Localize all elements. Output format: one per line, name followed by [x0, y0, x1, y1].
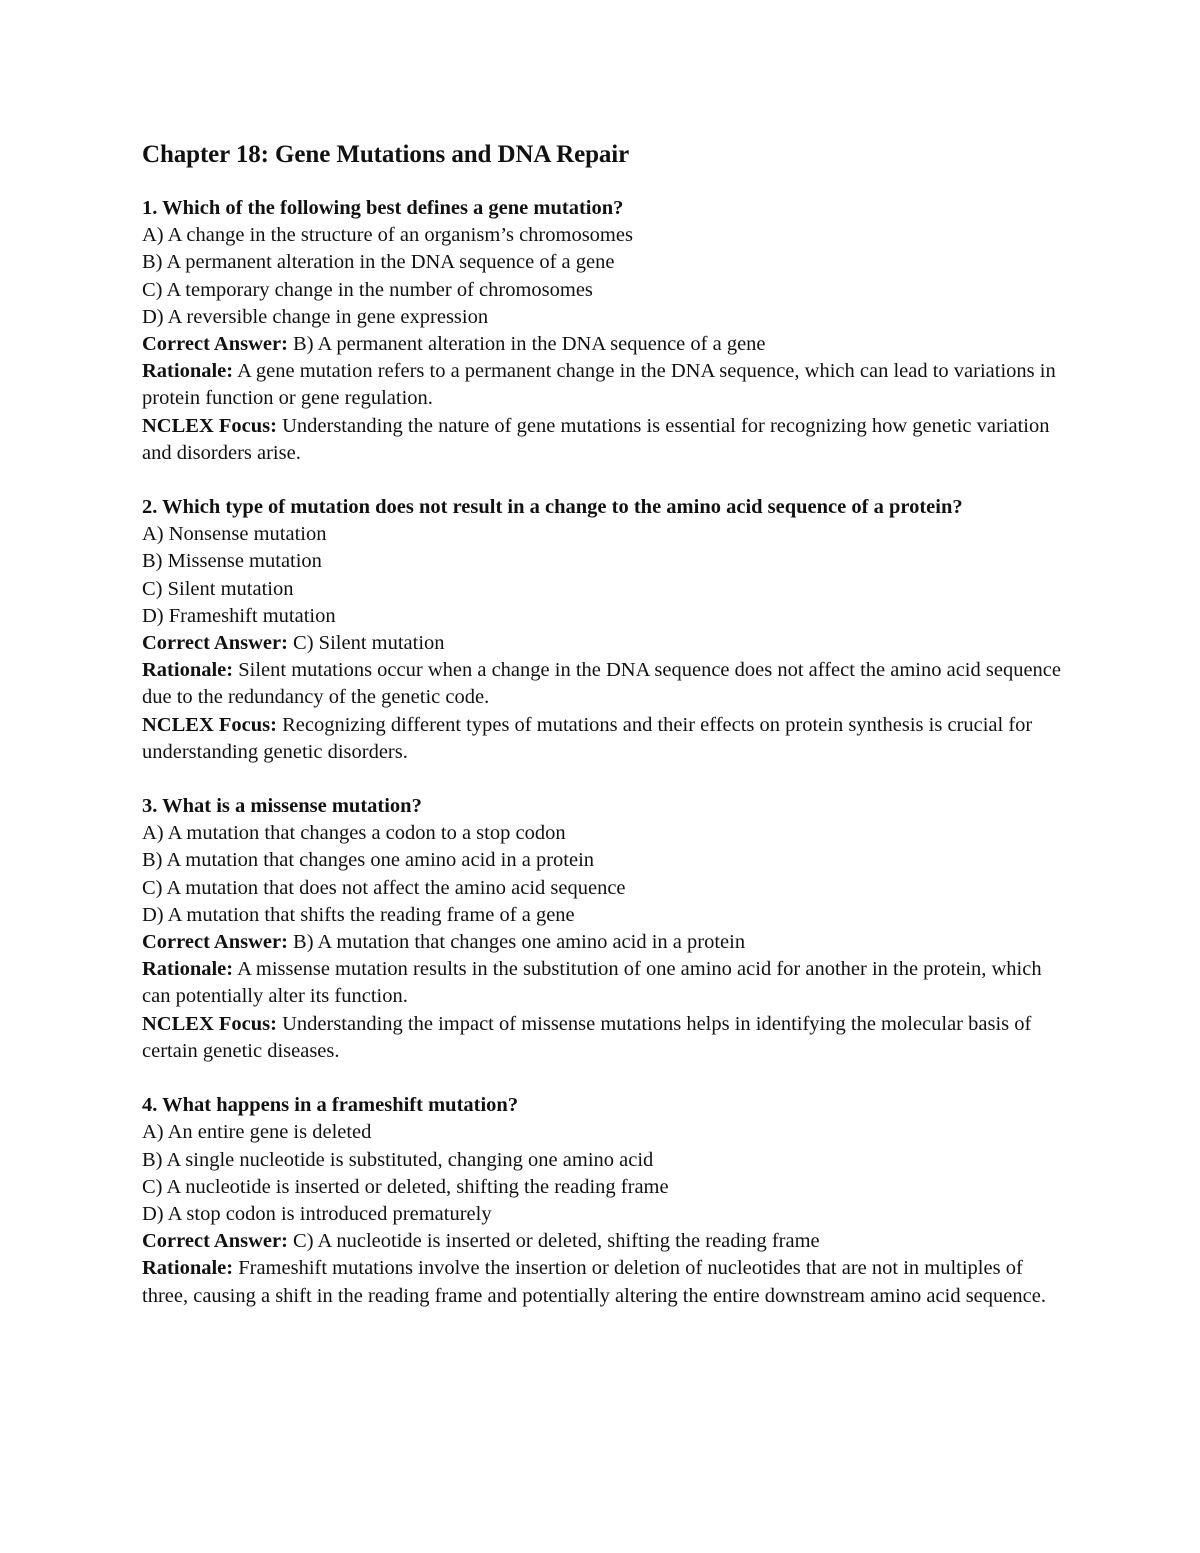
question-block [142, 1092, 1062, 1310]
answer-option: D) Frameshift mutation [142, 604, 336, 627]
answer-option: B) A permanent alteration in the DNA sequence of a gene [142, 251, 615, 274]
answer-option: D) A mutation that shifts the reading frame of a gene [142, 903, 575, 926]
answer-option: D) A stop codon is introduced prematurely [142, 1202, 492, 1225]
answer-option: B) A mutation that changes one amino acid in a protein [142, 849, 595, 872]
answer-option: C) A nucleotide is inserted or deleted, shifting the reading frame [142, 1175, 669, 1198]
question-text: 4. What happens in a frameshift mutation? [142, 1094, 519, 1117]
answer-option: C) A mutation that does not affect the amino acid sequence [142, 876, 626, 899]
answer-option: A) An entire gene is deleted [142, 1121, 372, 1144]
rationale-label: Rationale: [142, 659, 234, 682]
answer-option: A) Nonsense mutation [142, 523, 327, 546]
nclex-focus-text: Understanding the nature of gene mutations is essential for recognizing how genetic variation and disorders arise. [142, 414, 1050, 464]
nclex-focus-text: Recognizing different types of mutations and their effects on protein synthesis is crucial for understanding genetic disorders. [142, 713, 1033, 763]
answer-option: A) A change in the structure of an organism’s chromosomes [142, 224, 633, 247]
nclex-focus-text: Understanding the impact of missense mutations helps in identifying the molecular basis of certain genetic diseases. [142, 1012, 1032, 1062]
rationale-text: Silent mutations occur when a change in the DNA sequence does not affect the amino acid sequence due to the redundancy of the genetic code. [142, 659, 1061, 709]
rationale [142, 956, 1062, 1010]
correct-answer-text: B) A permanent alteration in the DNA sequence of a gene [293, 333, 766, 356]
question-block [142, 195, 1062, 467]
answer-option: D) A reversible change in gene expression [142, 305, 489, 328]
correct-answer-label: Correct Answer: [142, 333, 288, 356]
answer-option: C) Silent mutation [142, 577, 294, 600]
rationale-text: A gene mutation refers to a permanent change in the DNA sequence, which can lead to variations in protein function or gene regulation. [142, 360, 1056, 410]
question-text: 3. What is a missense mutation? [142, 795, 422, 818]
answer-option: B) Missense mutation [142, 550, 322, 573]
rationale-text: A missense mutation results in the substitution of one amino acid for another in the protein, which can potentially alter its function. [142, 958, 1042, 1008]
question-text: 2. Which type of mutation does not result in a change to the amino acid sequence of a protein? [142, 496, 963, 519]
correct-answer-label: Correct Answer: [142, 632, 288, 655]
correct-answer-label: Correct Answer: [142, 931, 288, 954]
answer-option: A) A mutation that changes a codon to a stop codon [142, 822, 566, 845]
rationale-text: Frameshift mutations involve the insertion or deletion of nucleotides that are not in multiples of three, causing a shift in the reading frame and potentially altering the entire downstream amino acid sequence. [142, 1257, 1046, 1307]
question-block [142, 793, 1062, 1065]
correct-answer [142, 331, 1062, 358]
correct-answer [142, 630, 1062, 657]
rationale [142, 1255, 1062, 1309]
page-title: Chapter 18: Gene Mutations and DNA Repair [142, 141, 630, 168]
nclex-focus-label: NCLEX Focus: [142, 713, 277, 736]
correct-answer-label: Correct Answer: [142, 1230, 288, 1253]
nclex-focus [142, 1011, 1062, 1065]
rationale-label: Rationale: [142, 958, 234, 981]
correct-answer-text: C) Silent mutation [293, 632, 445, 655]
rationale [142, 358, 1062, 412]
nclex-focus-label: NCLEX Focus: [142, 414, 277, 437]
nclex-focus [142, 413, 1062, 467]
correct-answer-text: B) A mutation that changes one amino acid in a protein [293, 931, 746, 954]
correct-answer [142, 1228, 1062, 1255]
correct-answer [142, 929, 1062, 956]
nclex-focus [142, 712, 1062, 766]
answer-option: C) A temporary change in the number of chromosomes [142, 278, 593, 301]
correct-answer-text: C) A nucleotide is inserted or deleted, shifting the reading frame [293, 1230, 820, 1253]
rationale-label: Rationale: [142, 360, 234, 383]
question-text: 1. Which of the following best defines a gene mutation? [142, 197, 624, 219]
nclex-focus-label: NCLEX Focus: [142, 1012, 277, 1035]
answer-option: B) A single nucleotide is substituted, changing one amino acid [142, 1148, 654, 1171]
rationale-label: Rationale: [142, 1257, 234, 1280]
rationale [142, 657, 1062, 711]
question-block [142, 494, 1062, 766]
document-body [142, 138, 1062, 1337]
